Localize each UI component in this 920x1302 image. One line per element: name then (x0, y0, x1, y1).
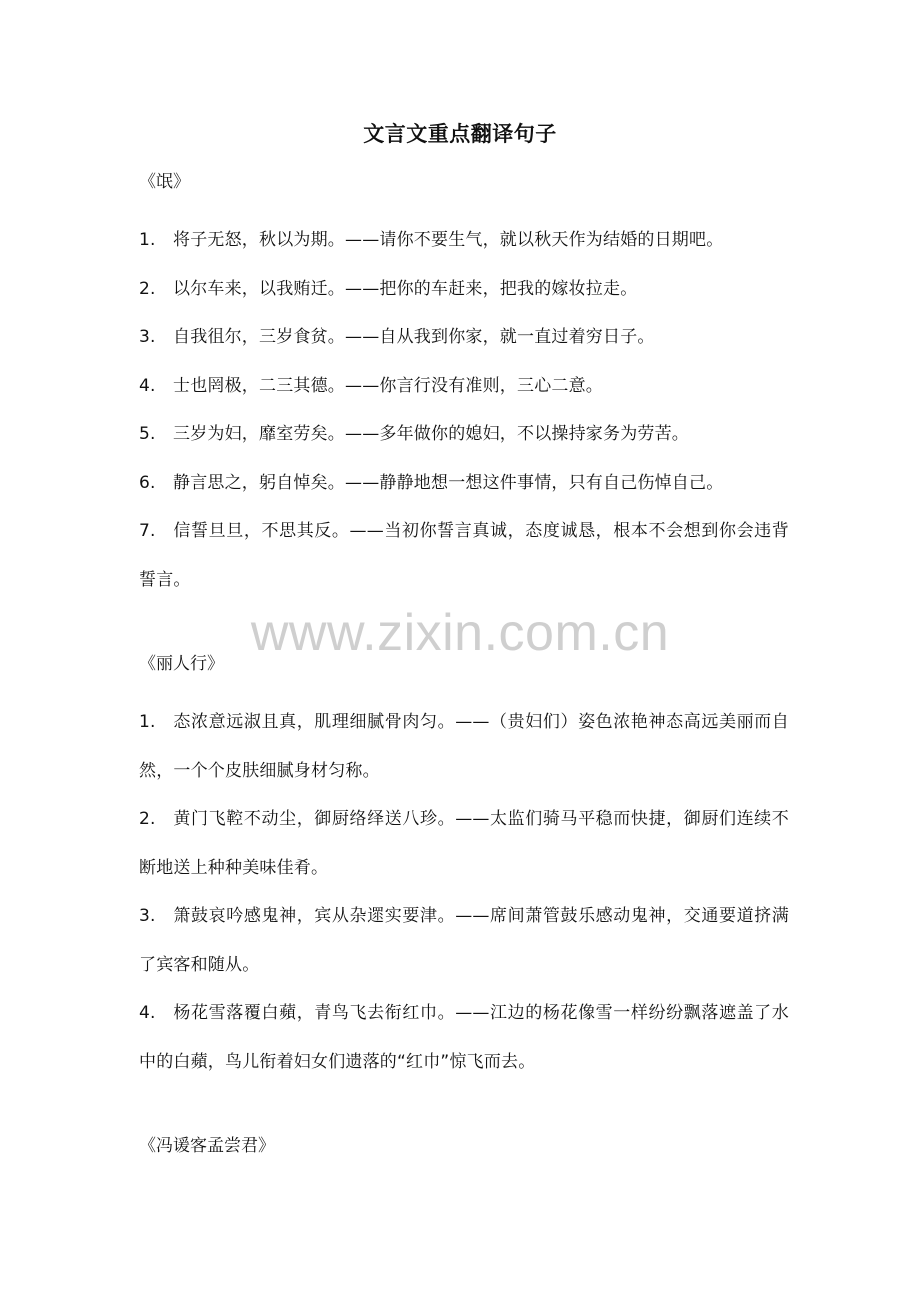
item-text: 士也罔极，二三其德。——你言行没有准则，三心二意。 (173, 375, 603, 396)
section-meng (139, 170, 789, 604)
item-number: 2. (139, 809, 156, 829)
translation-item (139, 989, 789, 1086)
item-text: 三岁为妇，靡室劳矣。——多年做你的媳妇，不以操持家务为劳苦。 (173, 424, 689, 444)
section-feng-xuan (139, 1134, 789, 1158)
translation-item (139, 362, 789, 411)
translation-item (139, 216, 789, 265)
translation-item (139, 892, 789, 989)
item-number: 4. (139, 375, 156, 396)
section-heading: 《丽人行》 (139, 654, 224, 674)
translation-item (139, 507, 789, 604)
item-number: 1. (139, 712, 156, 732)
item-text: 箫鼓哀吟感鬼神，宾从杂遝实要津。——席间萧管鼓乐感动鬼神，交通要道挤满了宾客和随从。 (139, 906, 789, 975)
translation-item (139, 265, 789, 314)
item-text: 态浓意远淑且真，肌理细腻骨肉匀。——（贵妇们）姿色浓艳神态高远美丽而自然，一个个皮肤细腻身材匀称。 (139, 712, 789, 781)
item-text: 自我徂尔，三岁食贫。——自从我到你家，就一直过着穷日子。 (173, 327, 655, 347)
item-text: 将子无怒，秋以为期。——请你不要生气，就以秋天作为结婚的日期吧。 (173, 230, 724, 250)
translation-item (139, 795, 789, 892)
item-text: 杨花雪落覆白蘋，青鸟飞去衔红巾。——江边的杨花像雪一样纷纷飘落遮盖了水中的白蘋，鸟儿衔着妇女们遗落的“红巾”惊飞而去。 (139, 1003, 789, 1072)
item-number: 5. (139, 424, 156, 444)
item-number: 3. (139, 327, 156, 347)
item-text: 以尔车来，以我贿迁。——把你的车赶来，把我的嫁妆拉走。 (173, 278, 638, 299)
item-text: 静言思之，躬自悼矣。——静静地想一想这件事情，只有自己伤悼自己。 (173, 472, 724, 493)
translation-item (139, 698, 789, 795)
section-heading: 《冯谖客孟尝君》 (139, 1136, 275, 1156)
section-liren-xing (139, 652, 789, 1086)
document-title: 文言文重点翻译句子 (363, 122, 557, 146)
translation-item (139, 313, 789, 362)
watermark-text: www.zixin.com.cn (250, 604, 670, 662)
item-text: 黄门飞鞚不动尘，御厨络绎送八珍。——太监们骑马平稳而快捷，御厨们连续不断地送上种种美味佳肴。 (139, 809, 789, 878)
translation-item (139, 410, 789, 459)
translation-item (139, 459, 789, 508)
item-number: 1. (139, 230, 156, 250)
item-number: 7. (139, 521, 156, 541)
item-number: 4. (139, 1003, 156, 1023)
section-heading: 《氓》 (139, 172, 190, 192)
item-number: 3. (139, 906, 156, 926)
item-text: 信誓旦旦，不思其反。——当初你誓言真诚，态度诚恳，根本不会想到你会违背誓言。 (139, 521, 789, 590)
item-number: 6. (139, 472, 156, 493)
item-number: 2. (139, 278, 156, 299)
